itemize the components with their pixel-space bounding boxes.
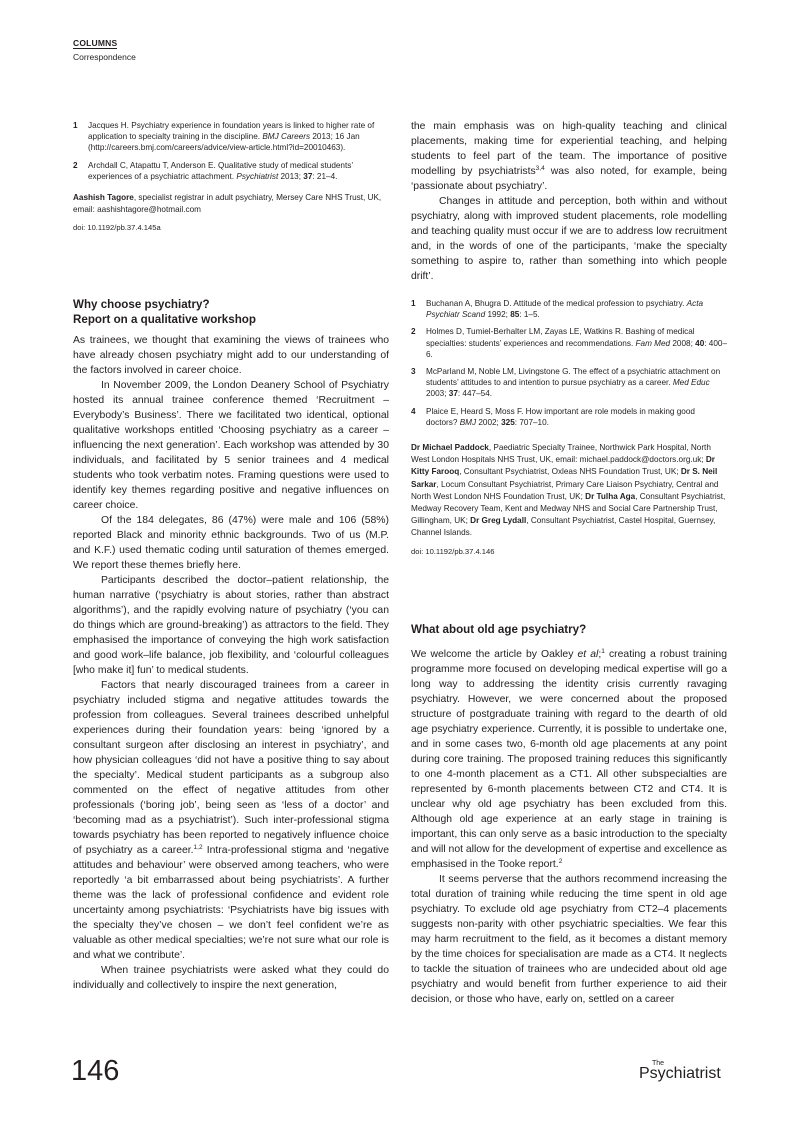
reference-item — [411, 298, 727, 320]
italic-text: et al — [577, 649, 599, 660]
bold-text: Dr Greg Lydall — [470, 516, 527, 526]
text-run: Participants described the doctor–patient relationship, the human narrative (‘psychiatry is about stories, rather than abstract algorithms’), and the rapidly evolving nature of psychiatry (‘you can do things which are ground-breaking’) as attractors to the field. They emphasised the importance of conveying the high work satisfaction and good work–life balance, job flexibility, and ‘colourful colleagues [who make it] fun’ to medical students. — [73, 575, 389, 676]
paragraph — [411, 119, 727, 194]
article-body-continued — [411, 119, 727, 284]
citation-superscript: 1 — [601, 648, 605, 655]
text-run: 2013; 16 Jan (http://careers.bmj.com/careers/advice/view-article.html?id=20010463). — [88, 132, 360, 153]
text-run: : 21–4. — [312, 171, 338, 181]
paragraph — [73, 963, 389, 993]
page-number: 146 — [71, 1055, 120, 1087]
text-run: Intra-professional stigma and ‘negative attitudes and behaviour’ were observed among teachers, who were reportedly ‘a bit embarrassed about being psychiatrists’. A further theme was the lack of professional confidence and evident role uncertainty among psychiatrists: ‘Psychiatrists have big issues with the specialty they’ve chosen – we don’t feel confident we’re as valuable as other medical specialties; we’re not sure what our role is and what we contribute’. — [73, 845, 389, 961]
bold-text: 37 — [303, 171, 313, 181]
reference-number: 2 — [411, 327, 416, 337]
text-run: , Consultant Psychiatrist, Castel Hospital, Guernsey, Channel Islands. — [411, 516, 716, 538]
author-affiliations — [411, 442, 727, 540]
text-run: 2003; — [426, 389, 449, 399]
article-old-age-psychiatry — [411, 622, 727, 1007]
paragraph — [73, 378, 389, 513]
text-run: ; — [598, 649, 602, 660]
bold-text: 325 — [501, 417, 515, 427]
reference-item — [411, 366, 727, 400]
paragraph — [73, 678, 389, 963]
italic-text: BMJ — [459, 417, 477, 427]
paragraph — [73, 513, 389, 573]
paragraph — [411, 872, 727, 1007]
bold-text: Dr Michael Paddock — [411, 443, 489, 453]
paragraph — [73, 333, 389, 378]
text-run: When trainee psychiatrists were asked what they could do individually and collectively to inspire the next generation, — [73, 965, 389, 991]
article-references — [411, 298, 727, 428]
text-run: was also noted, for example, being ‘passionate about psychiatry’. — [411, 166, 727, 192]
text-run: 2013; — [278, 171, 304, 181]
text-run: Buchanan A, Bhugra D. Attitude of the medical profession to psychiatry. — [426, 299, 687, 308]
text-run: As trainees, we thought that examining the views of trainees who have already chosen psychiatry might add to our understanding of the factors involved in career choice. — [73, 335, 389, 376]
paragraph — [411, 647, 727, 872]
text-run: Holmes D, Tumiel-Berhalter LM, Zayas LE, Watkins R. Bashing of medical specialties: students’ experiences and recommendations. — [426, 327, 695, 348]
text-run: In November 2009, the London Deanery School of Psychiatry hosted its annual trainee conference themed ‘Recruitment – Everybody’s Business’. There we facilitated two identical, optional qualitative workshops entitled ‘Choosing psychiatry as a career – influencing the next generation’. Each workshop was attended by 30 individuals, and facilitated by 5 senior trainees and 4 medical students who took verbatim notes. Framing questions were used to identify key themes regarding positive and negative influences on career choice. — [73, 380, 389, 511]
article-title-line1: Why choose psychiatry? — [73, 298, 210, 311]
text-run: , Paediatric Specialty Trainee, Northwick Park Hospital, North West London Hospitals NHS Trust, UK, email: michael.paddock@doctors.org.uk; — [411, 443, 711, 465]
prev-doi[interactable]: doi: 10.1192/pb.37.4.145a — [73, 223, 161, 233]
text-run: 2008; — [670, 338, 696, 348]
text-run: the main emphasis was on high-quality teaching and clinical placements, making time for experiential teaching, and helping students to feel part of the team. The importance of positive modelling by psychiatrists — [411, 121, 727, 177]
text-run: : 400–6. — [426, 338, 728, 359]
italic-text: Med Educ — [672, 378, 710, 388]
text-run: , specialist registrar in adult psychiatry, Mersey Care NHS Trust, UK, email: aashishtagore@hotmail.com — [73, 193, 382, 215]
text-run: Factors that nearly discouraged trainees from a career in psychiatry included stigma and negative attitudes towards the profession from colleagues. Several trainees described unhelpful experiences during their foundation years: being ‘ignored by a consultant surgeon after disclosing an interest in psychiatry’, and how physician colleagues ‘did not have a positive thing to say about the specialty’. Medical student participants as a subgroup also commented on the effect of negative attitudes from other professionals (‘boring job’, being seen as ‘less of a doctor’ and ‘becoming mad as a psychiatrist’). Such inter-professional stigma towards psychiatry has been reported to negatively influence choice of psychiatry as a career. — [73, 680, 389, 856]
prev-references — [73, 120, 389, 182]
text-run: McParland M, Noble LM, Livingstone G. The effect of a psychiatric attachment on students’ attitudes to and intention to pursue psychiatry as a career. — [426, 367, 721, 388]
paragraph — [411, 194, 727, 284]
subsection-label: Correspondence — [73, 52, 136, 62]
bold-text: Dr Tulha Aga — [585, 491, 636, 501]
reference-number: 1 — [73, 121, 78, 130]
text-run: Plaice E, Heard S, Moss F. How important are role models in making good doctors? — [426, 406, 695, 427]
text-run: Changes in attitude and perception, both within and without psychiatry, along with improved student placements, role modelling and teaching quality must occur if we are to address low recruitment and, in the words of one of the participants, ‘make the specialty something to aspire to, rather than something into which people drift’. — [411, 196, 727, 282]
journal-logo — [639, 1060, 721, 1083]
bold-text: Aashish Tagore — [73, 193, 134, 203]
text-run: , Consultant Psychiatrist, Oxleas NHS Foundation Trust, UK; — [459, 467, 681, 477]
reference-item — [411, 326, 727, 360]
article-body — [411, 647, 727, 1007]
article-continuation — [411, 119, 727, 556]
citation-superscript: 1,2 — [193, 844, 203, 851]
paragraph — [73, 573, 389, 678]
text-run: It seems perverse that the authors recommend increasing the total duration of training while reducing the time spent in old age psychiatry. To exclude old age psychiatry from CT2–4 placements suggests non-parity with other psychiatric specialties. We fear this may harm recruitment to the field, as it becomes a distant memory by the time choices for specialisation are made as a CT4. It neglects to tackle the situation of trainees who are undecided about old age psychiatry and would benefit from further experience to aid their decision, or those who have, early on, settled on a career — [411, 874, 727, 1005]
logo-the: The — [652, 1060, 665, 1067]
bold-text: Dr Kitty Farooq — [411, 455, 715, 477]
bold-text: 37 — [448, 389, 458, 399]
text-run: Of the 184 delegates, 86 (47%) were male and 106 (58%) reported Black and minority ethnic backgrounds. Two of us (M.P. and K.F.) used thematic coding until saturation of themes emerged. We report these themes briefly here. — [73, 515, 389, 571]
italic-text: Acta Psychiatr Scand — [426, 299, 704, 320]
text-run: : 707–10. — [514, 417, 549, 427]
article-title: What about old age psychiatry? — [411, 623, 587, 636]
prev-author-affiliation — [73, 192, 389, 216]
article-doi[interactable]: doi: 10.1192/pb.37.4.146 — [411, 546, 495, 556]
citation-superscript: 3,4 — [535, 165, 545, 172]
italic-text: Psychiatrist — [236, 171, 279, 181]
bold-text: 40 — [695, 338, 705, 348]
article-why-choose-psychiatry — [73, 297, 389, 993]
reference-item — [73, 120, 389, 154]
text-run: , Locum Consultant Psychiatrist, Primary Care Liaison Psychiatry, Central and North West London NHS Foundation Trust, UK; — [411, 479, 719, 501]
italic-text: Fam Med — [635, 338, 671, 348]
citation-superscript: 2 — [558, 858, 563, 865]
italic-text: BMJ Careers — [262, 132, 311, 142]
text-run: : 1–5. — [519, 310, 540, 320]
text-run: We welcome the article by Oakley — [411, 649, 578, 660]
prev-article-end — [73, 120, 389, 232]
reference-item — [411, 406, 727, 428]
text-run: 1992; — [485, 310, 511, 320]
text-run: creating a robust training programme more focused on developing medical expertise will go a long way to addressing the identity crisis currently ravaging psychiatry. However, we were concerned about the proposed structure of postgraduate training with regard to the dearth of old age psychiatry experience. Currently, it is possible to undertake one, and in some cases two, 6-month old age placements at any point during core training. The proposed training reduces this significantly to one 4-month placement as a CT1. All other subspecialties are represented by 6-month placements between CT2 and CT4. It is unclear why old age psychiatry has been excluded from this. Although old age experience at an early stage in training is important, this can only serve as a basic introduction to the specialty and will not allow for the development of expertise and excellence as emphasised in the Tooke report. — [411, 649, 727, 870]
reference-number: 2 — [73, 160, 78, 170]
bold-text: Dr S. Neil Sarkar — [411, 467, 718, 489]
bold-text: 85 — [510, 310, 520, 320]
reference-number: 1 — [411, 299, 416, 308]
section-label: COLUMNS — [73, 38, 118, 48]
article-body — [73, 333, 389, 993]
text-run: Archdall C, Atapattu T, Anderson E. Qualitative study of medical students’ experiences of a psychiatric attachment. — [88, 160, 353, 181]
article-title-line2: Report on a qualitative workshop — [73, 313, 256, 326]
logo-psychiatrist: Psychiatrist — [639, 1065, 721, 1082]
reference-number: 3 — [411, 367, 416, 377]
text-run: 2002; — [476, 417, 502, 427]
text-run: : 447–54. — [457, 389, 493, 399]
text-run: , Consultant Psychiatrist, Medway Recovery Team, Kent and Medway NHS and Social Care Partnership Trust, Gillingham, UK; — [411, 491, 726, 526]
text-run: Jacques H. Psychiatry experience in foundation years is linked to higher rate of application to specialty training in the discipline. — [88, 121, 375, 142]
article-title — [73, 297, 389, 327]
reference-number: 4 — [411, 406, 416, 416]
reference-item — [73, 160, 389, 182]
